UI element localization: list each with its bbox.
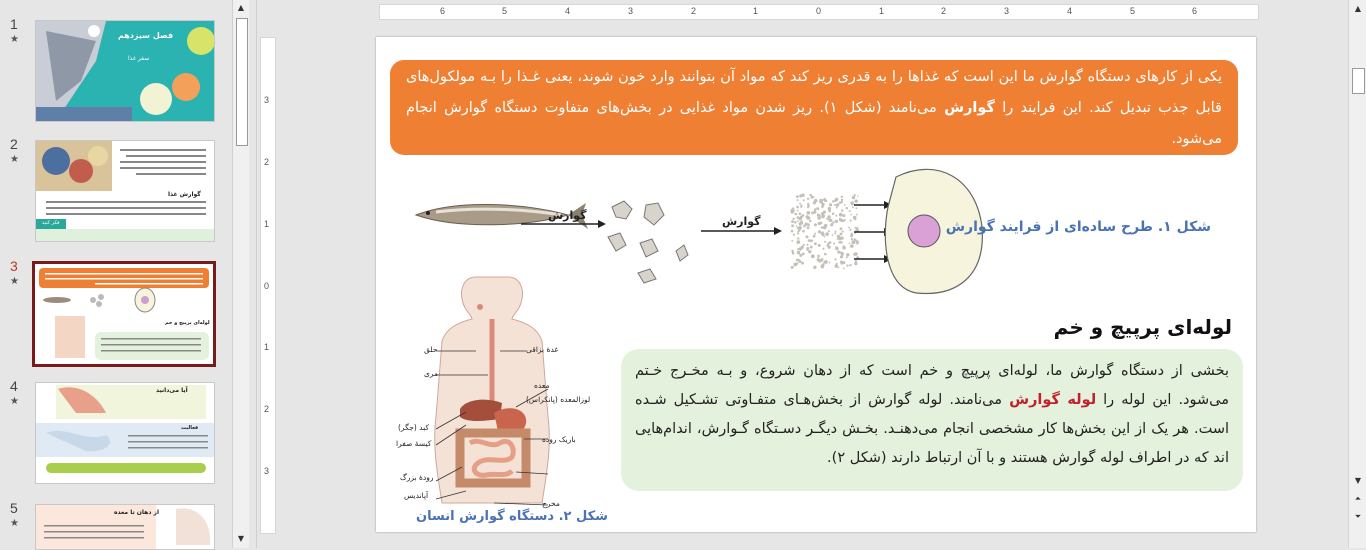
particle xyxy=(801,221,803,223)
particle xyxy=(835,220,838,223)
slide-number: 5 xyxy=(10,500,18,516)
particle xyxy=(806,247,809,250)
particle xyxy=(817,258,820,261)
figure-2-caption: شکل ۲. دستگاه گوارش انسان xyxy=(416,509,608,524)
animation-star-icon: ★ xyxy=(10,396,19,407)
particle xyxy=(797,251,801,255)
particle xyxy=(839,218,841,220)
particle xyxy=(844,204,846,206)
particle xyxy=(791,240,793,242)
particle xyxy=(819,199,823,203)
particle xyxy=(807,205,810,208)
particle xyxy=(835,215,837,217)
particle xyxy=(808,250,811,253)
particle xyxy=(829,262,831,264)
particle xyxy=(835,264,839,268)
ruler-number: 5 xyxy=(502,6,508,16)
ruler-number: 1 xyxy=(879,6,885,16)
scroll-thumb[interactable] xyxy=(1352,68,1365,94)
particle xyxy=(835,198,839,202)
thumbnail-1-subtitle: سفر غذا xyxy=(128,55,150,62)
animation-star-icon: ★ xyxy=(10,518,19,529)
label-anus: مخرج xyxy=(542,499,560,508)
particle xyxy=(797,210,799,212)
particle xyxy=(841,196,843,198)
particle xyxy=(840,261,843,264)
particle xyxy=(807,223,810,226)
previous-slide-icon[interactable]: ⏶ xyxy=(1354,494,1362,503)
particle xyxy=(791,250,794,253)
slide-number: 1 xyxy=(10,16,18,32)
label-large-intestine: رودهٔ بزرگ xyxy=(400,473,434,482)
small-particles xyxy=(790,194,859,270)
particle xyxy=(807,226,810,229)
particle xyxy=(855,207,857,209)
particle xyxy=(837,235,840,238)
particle xyxy=(826,218,828,220)
ruler-number: 6 xyxy=(1192,6,1198,16)
particle xyxy=(797,220,799,222)
particle xyxy=(840,255,843,258)
ruler-number: 2 xyxy=(264,157,270,167)
thumbnail-2-heading: گوارش غذا xyxy=(168,191,201,198)
particle xyxy=(851,238,853,240)
particle xyxy=(798,259,800,261)
particle xyxy=(832,213,835,216)
particle xyxy=(856,214,858,216)
ruler-number: 6 xyxy=(440,6,446,16)
particle xyxy=(807,198,809,200)
thumbnail-5-heading: از دهان تا معده xyxy=(114,509,160,516)
particle xyxy=(854,252,858,256)
particle xyxy=(846,264,848,266)
particle xyxy=(835,247,839,251)
particle xyxy=(828,207,831,210)
slide-thumbnail-2[interactable] xyxy=(35,140,215,242)
particle xyxy=(841,209,843,211)
particle xyxy=(836,203,839,206)
ruler-number: 1 xyxy=(264,219,270,229)
particle xyxy=(829,203,832,206)
particle xyxy=(799,213,802,216)
particle xyxy=(823,199,825,201)
intro-text: یکی از کارهای دستگاه گوارش ما این است که غذاها را به قدری ریز کند که مواد آن بتوانند وارد خون شوند، یعنی غـذا را بـه مولکول‌های قابل جذب تبدیل کند. این فرایند را xyxy=(406,69,1222,116)
ruler-number: 2 xyxy=(691,6,697,16)
slide-thumbnail-1[interactable] xyxy=(35,20,215,122)
particle xyxy=(806,212,808,214)
particle xyxy=(807,216,811,220)
thumbnail-4-activity: فعالیت xyxy=(181,425,199,431)
label-gallbladder: کیسهٔ صفرا xyxy=(396,439,432,448)
scroll-thumb[interactable] xyxy=(236,18,248,146)
particle xyxy=(842,230,844,232)
figure-1-caption: شکل ۱. طرح ساده‌ای از فرایند گوارش xyxy=(945,219,1211,235)
particle xyxy=(791,266,794,269)
particle xyxy=(834,232,836,234)
particle xyxy=(846,207,848,209)
section-heading[interactable]: لوله‌ای پرپیچ و خم xyxy=(1053,315,1232,339)
particle xyxy=(797,237,799,239)
particle xyxy=(814,242,817,245)
particle xyxy=(849,229,851,231)
particle xyxy=(809,194,812,197)
particle xyxy=(854,238,856,240)
particle xyxy=(793,210,795,212)
particle xyxy=(843,219,845,221)
label-small-intestine: باریک روده xyxy=(542,435,576,444)
particle xyxy=(850,214,852,216)
particle xyxy=(834,204,836,206)
particle xyxy=(797,232,799,234)
absorption-arrows xyxy=(854,205,884,259)
particle xyxy=(824,224,827,227)
particle xyxy=(810,246,813,249)
particle xyxy=(843,268,845,270)
section-text-continued: می‌نامند. لوله گوارش از بخش‌هـای متفـاوتی تشـکیل شـده است. هر یک از این بخش‌ها کار مشخصی انجام می‌دهنـد. بخـش دیگـر دسـتگاه گـوارش، اندام‌هایی اند که در اطراف لوله گوارش هستند و با آن ارتباط دارند (شکل ۲). xyxy=(635,392,1229,466)
figure-2-digestive-system xyxy=(376,267,621,507)
particle xyxy=(821,205,824,208)
ruler-number: 2 xyxy=(941,6,947,16)
particle xyxy=(806,223,808,225)
particle xyxy=(813,201,816,204)
particle xyxy=(837,251,840,254)
particle xyxy=(800,216,803,219)
particle xyxy=(793,234,795,236)
particle xyxy=(857,195,859,197)
particle xyxy=(842,246,846,250)
particle xyxy=(810,239,813,242)
particle xyxy=(796,206,799,209)
particle xyxy=(841,220,843,222)
particle xyxy=(802,253,805,256)
intro-text-continued: می‌نامند (شکل ۱). ریز شدن مواد غذایی در بخش‌های متفاوت دستگاه گوارش انجام می‌شود. xyxy=(406,100,1222,147)
particle xyxy=(814,208,816,210)
thumbnail-scrollbar[interactable] xyxy=(232,0,249,548)
particle xyxy=(794,213,797,216)
ruler-number: 3 xyxy=(1004,6,1010,16)
particle xyxy=(833,221,835,223)
particle xyxy=(840,233,843,236)
particle xyxy=(849,243,851,245)
cell-nucleus xyxy=(908,215,940,247)
particle xyxy=(828,230,830,232)
particle xyxy=(821,212,824,215)
particle xyxy=(818,216,821,219)
particle xyxy=(791,224,794,227)
particle xyxy=(849,264,851,266)
slide-thumbnail-4[interactable] xyxy=(35,382,215,484)
particle xyxy=(833,243,835,245)
fig1-arrow-label-2: گوارش xyxy=(722,215,761,228)
particle xyxy=(841,252,844,255)
particle xyxy=(792,253,794,255)
particle xyxy=(801,262,804,265)
particle xyxy=(824,241,826,243)
ruler-number: 5 xyxy=(1130,6,1136,16)
particle xyxy=(806,235,809,238)
particle xyxy=(854,227,856,229)
particle xyxy=(824,260,828,264)
ruler-number: 0 xyxy=(264,281,270,291)
slide-thumbnail-5[interactable] xyxy=(35,504,215,550)
particle xyxy=(799,254,802,257)
particle xyxy=(836,263,838,265)
particle xyxy=(824,253,827,256)
particle xyxy=(817,255,820,258)
particle xyxy=(825,232,829,236)
particle xyxy=(814,233,816,235)
particle xyxy=(797,248,799,250)
vertical-ruler xyxy=(260,37,276,534)
particle xyxy=(839,213,843,217)
section-highlight-term: لوله گوارش xyxy=(1009,392,1097,408)
slide-number: 2 xyxy=(10,136,18,152)
scroll-up-arrow-icon[interactable]: ▲ xyxy=(237,3,245,12)
particle xyxy=(852,240,856,244)
particle xyxy=(797,227,799,229)
particle xyxy=(803,244,805,246)
ruler-number: 2 xyxy=(264,404,270,414)
particle xyxy=(811,212,814,215)
particle xyxy=(796,240,800,244)
particle xyxy=(818,244,821,247)
thumbnail-1-title: فصل سیزدهم xyxy=(118,31,174,40)
thumbnail-2-tag: فکر کنید xyxy=(42,220,60,226)
particle xyxy=(792,218,794,220)
particle xyxy=(807,244,809,246)
section-text: بخشی از دستگاه گوارش ما، لوله‌ای پرپیچ و خم است که از دهان شروع، و بـه مخـرج خـتم می‌شود. این لوله را xyxy=(635,363,1229,408)
particle xyxy=(851,202,854,205)
particle xyxy=(791,220,794,223)
particle xyxy=(846,256,848,258)
thumbnail-3-heading: لوله‌ای پرپیچ و خم xyxy=(165,320,210,326)
particle xyxy=(832,200,834,202)
animation-star-icon: ★ xyxy=(10,276,19,287)
label-esophagus: مری xyxy=(424,369,439,378)
particle xyxy=(838,267,840,269)
particle xyxy=(853,216,857,220)
particle xyxy=(836,207,838,209)
particle xyxy=(813,266,816,269)
ruler-number: 3 xyxy=(264,466,270,476)
slide-scrollbar[interactable] xyxy=(1348,0,1366,548)
particle xyxy=(852,206,854,208)
slide-number: 3 xyxy=(10,258,18,274)
ruler-number: 0 xyxy=(816,6,822,16)
animation-star-icon: ★ xyxy=(10,154,19,165)
particle xyxy=(809,220,811,222)
particle xyxy=(799,194,802,197)
slide-thumbnail-3[interactable] xyxy=(32,261,216,367)
particle xyxy=(794,221,797,224)
particle xyxy=(835,258,837,260)
particle xyxy=(822,233,825,236)
particle xyxy=(841,201,843,203)
particle xyxy=(848,227,850,229)
particle xyxy=(850,219,852,221)
particle xyxy=(796,262,798,264)
particle xyxy=(822,248,824,250)
slide-canvas[interactable] xyxy=(376,37,1256,532)
particle xyxy=(808,240,810,242)
particle xyxy=(846,253,849,256)
particle xyxy=(803,199,805,201)
scroll-down-arrow-icon[interactable]: ▼ xyxy=(1354,476,1362,485)
particle xyxy=(849,210,851,212)
label-liver: کبد (جگر) xyxy=(398,423,429,432)
particle xyxy=(855,260,857,262)
particle xyxy=(811,254,815,258)
particle xyxy=(829,216,831,218)
horizontal-ruler xyxy=(379,4,1259,20)
particle xyxy=(837,238,839,240)
thumbnail-3-art xyxy=(35,264,213,364)
label-pharynx: حلق xyxy=(424,345,438,354)
particle xyxy=(840,227,843,230)
particle xyxy=(855,199,858,202)
particle xyxy=(821,263,824,266)
scroll-down-arrow-icon[interactable]: ▼ xyxy=(237,534,245,543)
particle xyxy=(818,222,821,225)
ruler-number: 4 xyxy=(565,6,571,16)
ruler-number: 3 xyxy=(264,95,270,105)
particle xyxy=(823,215,825,217)
particle xyxy=(856,243,858,245)
thumbnail-4-heading: آیا می‌دانید xyxy=(156,387,188,394)
section-text-box[interactable] xyxy=(621,349,1243,491)
particle xyxy=(841,237,844,240)
label-appendix: آپاندیس xyxy=(404,491,429,500)
animation-star-icon: ★ xyxy=(10,34,19,45)
thumbnail-4-art xyxy=(36,383,214,483)
particle xyxy=(850,244,854,248)
ruler-number: 1 xyxy=(753,6,759,16)
slide-number: 4 xyxy=(10,378,18,394)
ruler-number: 1 xyxy=(264,342,270,352)
particle xyxy=(850,235,853,238)
particle xyxy=(797,231,799,233)
scroll-up-arrow-icon[interactable]: ▲ xyxy=(1354,4,1362,13)
next-slide-icon[interactable]: ⏷ xyxy=(1354,512,1362,521)
particle xyxy=(852,196,855,199)
particle xyxy=(832,234,834,236)
particle xyxy=(800,205,802,207)
fig1-arrow-label-1: گوارش xyxy=(548,209,587,222)
particle xyxy=(827,244,830,247)
particle xyxy=(838,241,840,243)
particle xyxy=(818,230,821,233)
particle xyxy=(796,225,798,227)
particle xyxy=(854,262,857,265)
particle xyxy=(797,199,799,201)
particle xyxy=(791,230,794,233)
particle xyxy=(817,214,820,217)
particle xyxy=(802,230,805,233)
particle xyxy=(841,199,843,201)
label-salivary-gland: غدهٔ بزاقی xyxy=(526,345,559,354)
label-stomach: معده xyxy=(534,381,550,390)
ruler-number: 4 xyxy=(1067,6,1073,16)
particle xyxy=(829,219,832,222)
intro-bold-term: گوارش xyxy=(944,100,995,116)
particle xyxy=(835,231,837,233)
particle xyxy=(813,235,816,238)
ruler-number: 3 xyxy=(628,6,634,16)
particle xyxy=(842,214,845,217)
particle xyxy=(822,258,824,260)
slide-thumbnail-pane xyxy=(0,0,232,548)
particle xyxy=(796,195,799,198)
particle xyxy=(829,241,832,244)
particle xyxy=(799,203,801,205)
label-pancreas: لوزالمعده (پانکراس) xyxy=(526,395,591,404)
particle xyxy=(822,226,824,228)
particle xyxy=(813,196,815,198)
particle xyxy=(816,207,819,210)
particle xyxy=(814,223,817,226)
